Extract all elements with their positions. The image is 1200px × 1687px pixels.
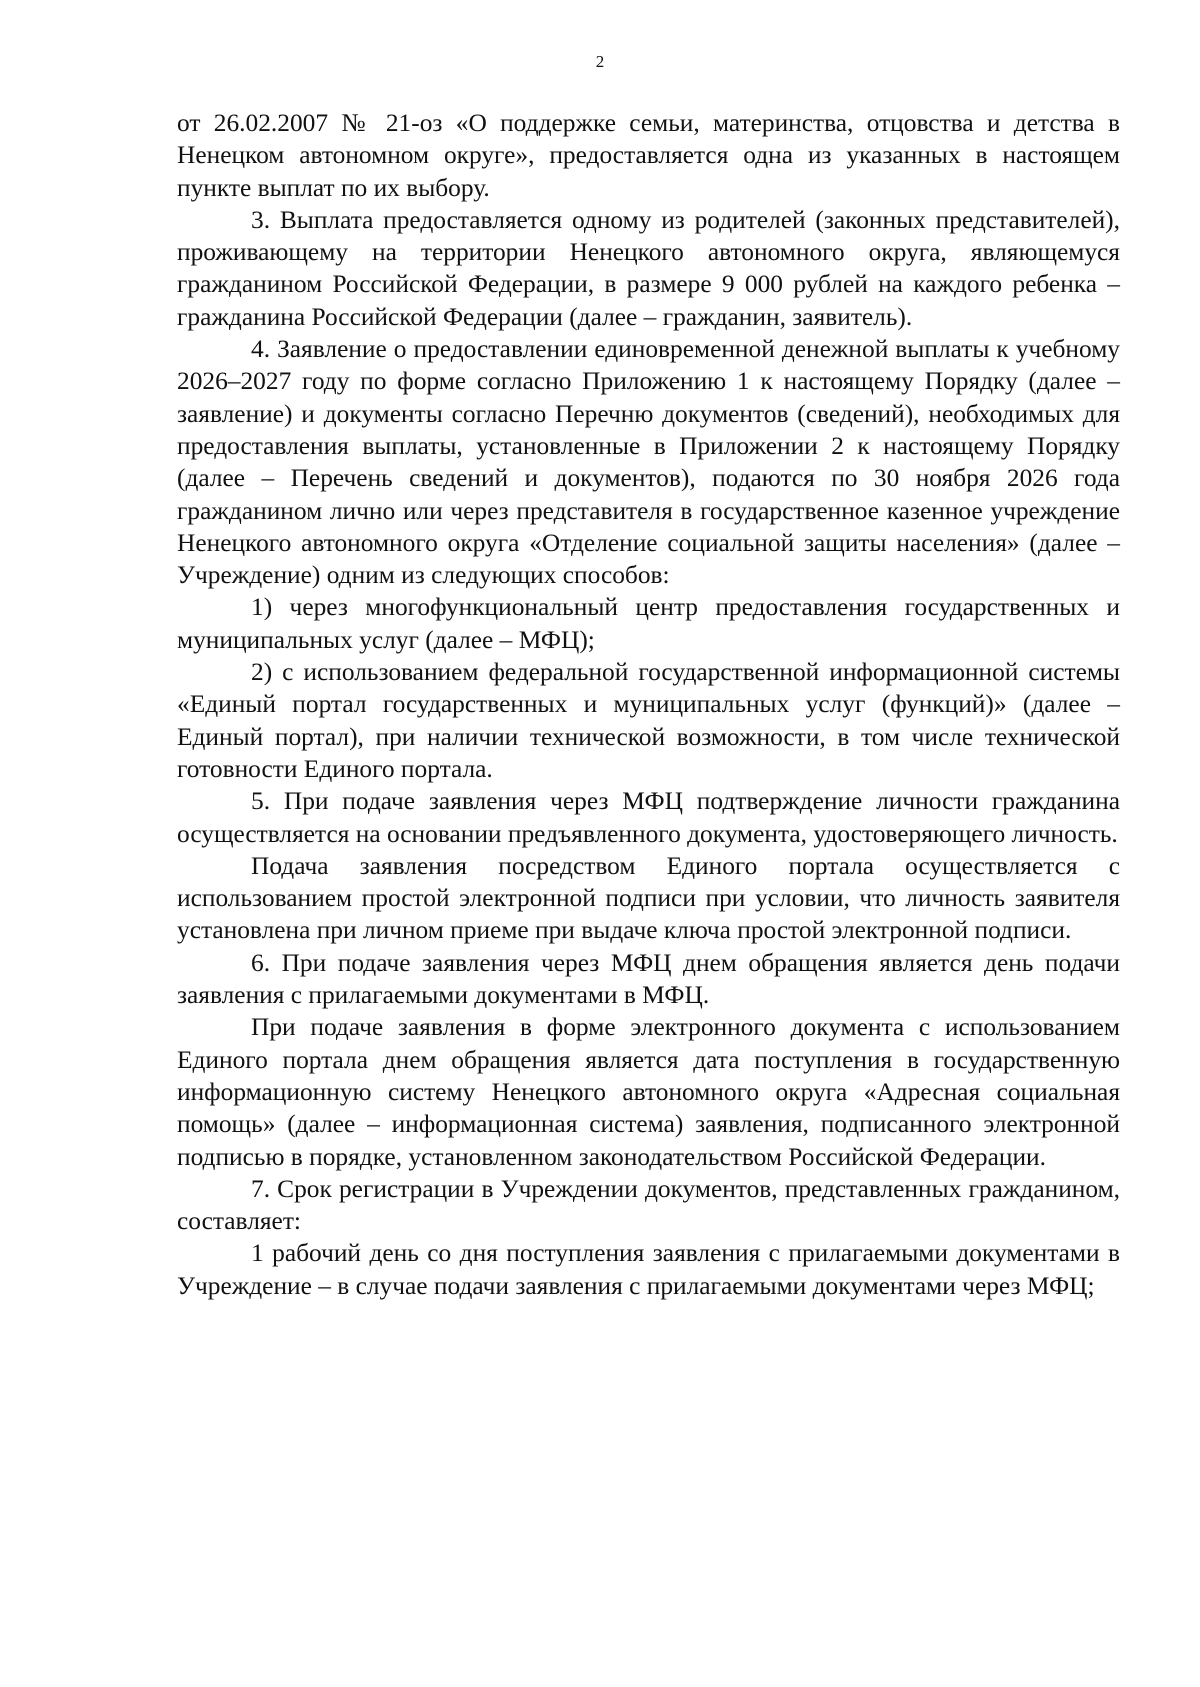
paragraph: от 26.02.2007 № 21-оз «О поддержке семьи, материнства, отцовства и детства в Ненецком автономном округе», предоставляется одна из указанных в настоящем пункте выплат по их выбору. — [177, 109, 1120, 202]
paragraph: 4. Заявление о предоставлении единовременной денежной выплаты к учебному 2026–2027 году по форме согласно Приложению 1 к настоящему Порядку (далее – заявление) и документы согласно Перечню документов (сведений), необходимых для предоставления выплаты, установленные в Приложении 2 к настоящему Порядку (далее – Перечень сведений и документов), подаются по 30 ноября 2026 года гражданином лично или через представителя в государственное казенное учреждение Ненецкого автономного округа «Отделение социальной защиты населения» (далее – Учреждение) одним из следующих способов: — [177, 335, 1120, 590]
paragraph: 6. При подаче заявления через МФЦ днем обращения является день подачи заявления с прилагаемыми документами в МФЦ. — [177, 948, 1120, 1010]
paragraph: 7. Срок регистрации в Учреждении документов, представленных гражданином, составляет: — [177, 1174, 1120, 1236]
paragraph: 2) с использованием федеральной государственной информационной системы «Единый портал государственных и муниципальных услуг (функций)» (далее – Единый портал), при наличии технической возможности, в том числе технической готовности Единого портала. — [177, 658, 1120, 783]
page-number: 2 — [595, 52, 605, 71]
paragraph: 3. Выплата предоставляется одному из родителей (законных представителей), проживающему на территории Ненецкого автономного округа, являющемуся гражданином Российской Федерации, в размере 9 000 рублей на каждого ребенка – гражданина Российской Федерации (далее – гражданин, заявитель). — [177, 205, 1120, 331]
paragraph: При подаче заявления в форме электронного документа с использованием Единого портала днем обращения является дата поступления в государственную информационную систему Ненецкого автономного округа «Адресная социальная помощь» (далее – информационная система) заявления, подписанного электронной подписью в порядке, установленном законодательством Российской Федерации. — [177, 1013, 1120, 1171]
paragraph: 5. При подаче заявления через МФЦ подтверждение личности гражданина осуществляется на основании предъявленного документа, удостоверяющего личность. — [177, 787, 1120, 848]
paragraph: 1 рабочий день со дня поступления заявления с прилагаемыми документами в Учреждение – в случае подачи заявления с прилагаемыми документами через МФЦ; — [177, 1239, 1120, 1300]
document-body — [177, 107, 1120, 1302]
paragraph: Подача заявления посредством Единого портала осуществляется с использованием простой электронной подписи при условии, что личность заявителя установлена при личном приеме при выдаче ключа простой электронной подписи. — [177, 851, 1120, 945]
paragraph: 1) через многофункциональный центр предоставления государственных и муниципальных услуг (далее – МФЦ); — [177, 593, 1120, 654]
